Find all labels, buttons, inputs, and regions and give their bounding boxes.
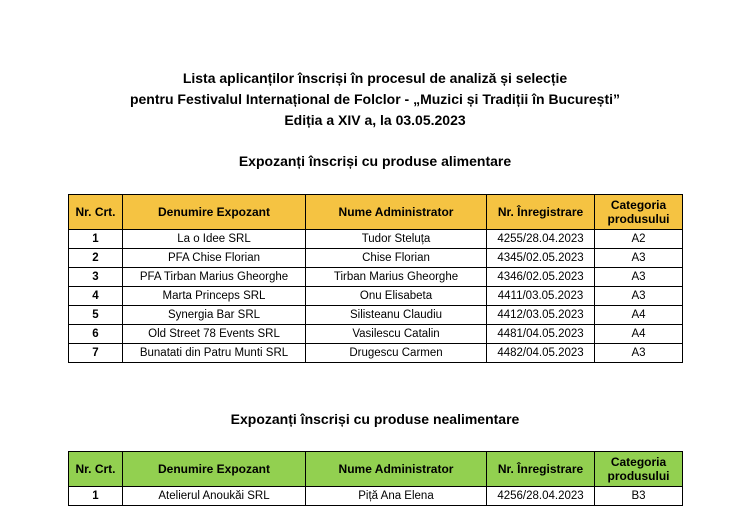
cell-administrator: Silisteanu Claudiu [306, 306, 487, 325]
cell-categorie: A4 [595, 306, 683, 325]
cell-nr: 6 [69, 325, 123, 344]
nonfood-exhibitors-table [68, 451, 683, 506]
cell-categorie: A3 [595, 249, 683, 268]
cell-administrator: Drugescu Carmen [306, 344, 487, 363]
cell-nr: 2 [69, 249, 123, 268]
cell-nr: 3 [69, 268, 123, 287]
cell-inregistrare: 4412/03.05.2023 [487, 306, 595, 325]
title-line-2: pentru Festivalul Internațional de Folclor - „Muzici și Tradiții în București” [129, 91, 621, 107]
col-header-nr: Nr. Crt. [69, 452, 123, 487]
cell-categorie: A3 [595, 344, 683, 363]
col-header-categorie-label: Categoria produsului [607, 198, 670, 226]
col-header-expozant: Denumire Expozant [123, 452, 306, 487]
col-header-administrator: Nume Administrator [306, 452, 487, 487]
table-row [69, 268, 683, 287]
cell-administrator: Piță Ana Elena [306, 487, 487, 506]
cell-nr: 4 [69, 287, 123, 306]
cell-nr: 7 [69, 344, 123, 363]
cell-nr: 5 [69, 306, 123, 325]
table-row [69, 306, 683, 325]
cell-inregistrare: 4482/04.05.2023 [487, 344, 595, 363]
col-header-expozant: Denumire Expozant [123, 195, 306, 230]
cell-inregistrare: 4346/02.05.2023 [487, 268, 595, 287]
col-header-categorie [595, 195, 683, 230]
cell-expozant: Old Street 78 Events SRL [123, 325, 306, 344]
title-line-1: Lista aplicanților înscriși în procesul de analiză și selecție [182, 70, 568, 86]
title-line-3: Ediția a XIV a, la 03.05.2023 [284, 112, 466, 128]
cell-administrator: Chise Florian [306, 249, 487, 268]
cell-administrator: Vasilescu Catalin [306, 325, 487, 344]
section-title-food: Expozanți înscriși cu produse alimentare [238, 153, 512, 169]
section-title-nonfood: Expozanți înscriși cu produse nealimentare [230, 411, 520, 427]
col-header-inregistrare: Nr. Înregistrare [487, 452, 595, 487]
cell-nr: 1 [69, 230, 123, 249]
cell-administrator: Tudor Steluța [306, 230, 487, 249]
cell-expozant: Bunatati din Patru Munti SRL [123, 344, 306, 363]
cell-categorie: A2 [595, 230, 683, 249]
nonfood-table-body [69, 487, 683, 506]
document-title [0, 68, 750, 131]
cell-nr: 1 [69, 487, 123, 506]
cell-administrator: Onu Elisabeta [306, 287, 487, 306]
cell-inregistrare: 4256/28.04.2023 [487, 487, 595, 506]
cell-expozant: PFA Tirban Marius Gheorghe [123, 268, 306, 287]
table-row [69, 230, 683, 249]
food-table-body [69, 230, 683, 363]
col-header-administrator: Nume Administrator [306, 195, 487, 230]
col-header-categorie [595, 452, 683, 487]
cell-categorie: A3 [595, 268, 683, 287]
cell-inregistrare: 4411/03.05.2023 [487, 287, 595, 306]
cell-expozant: Atelierul Anoukăi SRL [123, 487, 306, 506]
table-row [69, 325, 683, 344]
cell-expozant: Synergia Bar SRL [123, 306, 306, 325]
cell-inregistrare: 4255/28.04.2023 [487, 230, 595, 249]
cell-expozant: La o Idee SRL [123, 230, 306, 249]
table-row [69, 287, 683, 306]
cell-expozant: Marta Princeps SRL [123, 287, 306, 306]
col-header-nr: Nr. Crt. [69, 195, 123, 230]
cell-inregistrare: 4345/02.05.2023 [487, 249, 595, 268]
table-row [69, 249, 683, 268]
cell-inregistrare: 4481/04.05.2023 [487, 325, 595, 344]
food-exhibitors-table [68, 194, 683, 363]
cell-administrator: Tirban Marius Gheorghe [306, 268, 487, 287]
cell-expozant: PFA Chise Florian [123, 249, 306, 268]
table-row [69, 344, 683, 363]
col-header-categorie-label: Categoria produsului [607, 455, 670, 483]
cell-categorie: B3 [595, 487, 683, 506]
table-row [69, 487, 683, 506]
col-header-inregistrare: Nr. Înregistrare [487, 195, 595, 230]
table-header-row [69, 452, 683, 487]
cell-categorie: A3 [595, 287, 683, 306]
table-header-row [69, 195, 683, 230]
cell-categorie: A4 [595, 325, 683, 344]
